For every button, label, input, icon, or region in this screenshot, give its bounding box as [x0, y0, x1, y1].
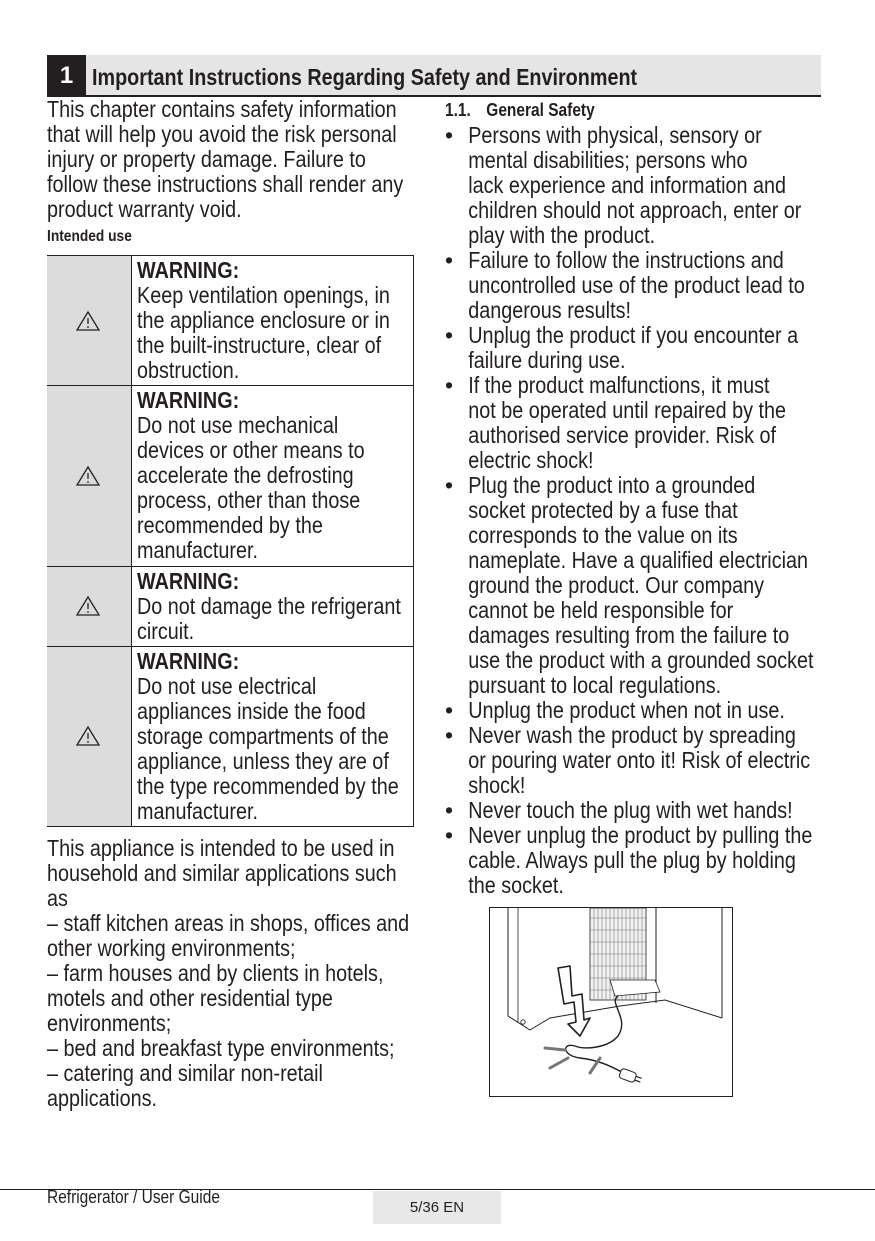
list-item: • Unplug the product if you encounter a failure during use.: [445, 322, 799, 373]
unplug-illustration: [489, 907, 733, 1097]
chapter-title: Important Instructions Regarding Safety and Environment: [92, 64, 638, 90]
list-item: • Plug the product into a grounded socket protected by a fuse that corresponds to the value on its nameplate. Have a qualified electrician ground the product. Our company cannot be held responsible for damages resulting from the failure to use the product with a grounded socket pursuant to local regulations.: [445, 472, 814, 698]
warning-triangle-icon: [75, 595, 101, 617]
chapter-header: [47, 55, 821, 97]
warning-title: WARNING:: [137, 568, 240, 594]
bullet-icon: •: [445, 372, 454, 398]
list-item: • Never unplug the product by pulling the cable. Always pull the plug by holding the socket.: [445, 822, 813, 898]
bullet-icon: •: [445, 122, 454, 148]
bullet-icon: •: [445, 472, 454, 498]
bullet-icon: •: [445, 797, 454, 823]
intended-use-paragraph: This appliance is intended to be used in household and similar applications such as – staff kitchen areas in shops, offices and other working environments; – farm houses and by clients in hotels, motels and other residential type environments; – bed and breakfast type environments; – catering and similar non-retail applications.: [47, 835, 410, 1111]
section-title: General Safety: [486, 100, 595, 120]
list-item: • Failure to follow the instructions and uncontrolled use of the product lead to dangerous results!: [445, 247, 805, 323]
list-item: • Never wash the product by spreading or pouring water onto it! Risk of electric shock!: [445, 722, 811, 798]
chapter-number: 1: [47, 55, 86, 95]
list-item: • Unplug the product when not in use.: [445, 697, 785, 723]
intended-use-heading: Intended use: [47, 228, 132, 245]
warning-triangle-icon: [75, 465, 101, 487]
bullet-icon: •: [445, 247, 454, 273]
list-item: • If the product malfunctions, it must not be operated until repaired by the authorised service provider. Risk of electric shock!: [445, 372, 787, 473]
bullet-icon: •: [445, 322, 454, 348]
warning-row: [47, 386, 414, 567]
safety-bullet-list: [445, 123, 873, 898]
footer-guide-title: Refrigerator / User Guide: [47, 1187, 220, 1207]
warning-title: WARNING:: [137, 648, 240, 674]
refrigerator-plug-illustration: [490, 908, 732, 1096]
page-number: 5/36 EN: [373, 1191, 501, 1224]
warning-title: WARNING:: [137, 387, 240, 413]
list-item: • Never touch the plug with wet hands!: [445, 797, 793, 823]
warning-triangle-icon: [75, 310, 101, 332]
warning-row: [47, 647, 414, 827]
warning-row: [47, 567, 414, 647]
bullet-icon: •: [445, 697, 454, 723]
bullet-icon: •: [445, 822, 454, 848]
warning-text: Keep ventilation openings, in the appliance enclosure or in the built-instructure, clear of obstruction.: [137, 282, 390, 383]
warning-row: [47, 256, 414, 386]
warning-text: Do not use mechanical devices or other means to accelerate the defrosting process, other than those recommended by the manufacturer.: [137, 412, 365, 563]
section-heading: [445, 100, 595, 120]
section-number: 1.1.: [445, 100, 471, 120]
warning-text: Do not damage the refrigerant circuit.: [137, 593, 401, 644]
warning-title: WARNING:: [137, 257, 240, 283]
warning-text: Do not use electrical appliances inside the food storage compartments of the appliance, unless they are of the type recommended by the manufacturer.: [137, 673, 399, 824]
list-item: • Persons with physical, sensory or mental disabilities; persons who lack experience and information and children should not approach, enter or play with the product.: [445, 122, 802, 248]
warnings-table: [47, 255, 414, 827]
intro-paragraph: This chapter contains safety information that will help you avoid the risk personal injury or property damage. Failure to follow these instructions shall render any product warranty void.: [47, 96, 404, 222]
warning-triangle-icon: [75, 725, 101, 747]
bullet-icon: •: [445, 722, 454, 748]
